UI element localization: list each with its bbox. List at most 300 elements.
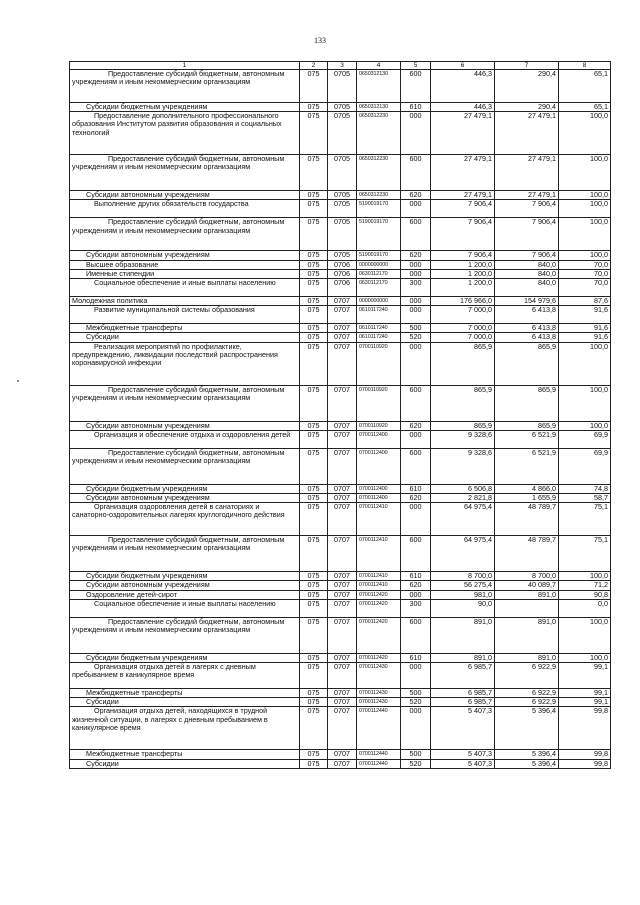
row-name-cell: Субсидии автономным учреждениям — [70, 581, 300, 590]
planned-amount-cell: 7 000,0 — [431, 333, 495, 342]
percent-cell: 65,1 — [559, 70, 611, 103]
budget-table — [69, 61, 611, 769]
percent-cell: 58,7 — [559, 494, 611, 503]
section-code-cell: 0707 — [328, 653, 357, 662]
grbs-code-cell: 075 — [300, 707, 328, 750]
planned-amount-cell: 2 821,8 — [431, 494, 495, 503]
section-code-cell: 0705 — [328, 218, 357, 251]
percent-cell: 100,0 — [559, 112, 611, 155]
percent-cell: 100,0 — [559, 155, 611, 191]
actual-amount-cell: 5 396,4 — [495, 707, 559, 750]
percent-cell: 74,8 — [559, 484, 611, 493]
grbs-code-cell: 075 — [300, 599, 328, 617]
table-row — [70, 385, 611, 421]
table-row — [70, 430, 611, 448]
column-header: 6 — [431, 62, 495, 70]
table-row — [70, 581, 611, 590]
expense-type-cell: 620 — [401, 251, 431, 260]
actual-amount-cell: 6 413,8 — [495, 333, 559, 342]
target-article-cell: 0700110920 — [357, 342, 401, 385]
expense-type-cell: 500 — [401, 750, 431, 759]
row-name-cell: Реализация мероприятий по профилактике, предупреждению, ликвидации последствий распространения коронавирусной инфекции — [70, 342, 300, 385]
planned-amount-cell: 27 479,1 — [431, 112, 495, 155]
table-row — [70, 617, 611, 653]
row-name-cell: Предоставление субсидий бюджетным, автономным учреждениям и иным некоммерческим организациям — [70, 218, 300, 251]
row-name-cell: Субсидии — [70, 333, 300, 342]
planned-amount-cell: 865,9 — [431, 342, 495, 385]
expense-type-cell: 600 — [401, 448, 431, 484]
table-row — [70, 103, 611, 112]
expense-type-cell: 520 — [401, 698, 431, 707]
section-code-cell: 0707 — [328, 324, 357, 333]
percent-cell: 70,0 — [559, 279, 611, 297]
actual-amount-cell: 840,0 — [495, 269, 559, 278]
row-name-cell: Предоставление субсидий бюджетным, автономным учреждениям и иным некоммерческим организациям — [70, 617, 300, 653]
row-name-cell: Субсидии — [70, 759, 300, 768]
percent-cell: 0,0 — [559, 599, 611, 617]
row-name-cell: Социальное обеспечение и иные выплаты населению — [70, 279, 300, 297]
grbs-code-cell: 075 — [300, 503, 328, 536]
section-code-cell: 0707 — [328, 698, 357, 707]
expense-type-cell: 610 — [401, 653, 431, 662]
percent-cell: 99,8 — [559, 759, 611, 768]
planned-amount-cell: 7 906,4 — [431, 200, 495, 218]
row-name-cell: Субсидии автономным учреждениям — [70, 494, 300, 503]
target-article-cell: 0700112430 — [357, 689, 401, 698]
target-article-cell: 0700112440 — [357, 707, 401, 750]
target-article-cell: 0000000000 — [357, 260, 401, 269]
actual-amount-cell: 290,4 — [495, 103, 559, 112]
actual-amount-cell: 840,0 — [495, 279, 559, 297]
actual-amount-cell: 865,9 — [495, 342, 559, 385]
planned-amount-cell: 7 000,0 — [431, 324, 495, 333]
percent-cell: 70,0 — [559, 269, 611, 278]
grbs-code-cell: 075 — [300, 200, 328, 218]
target-article-cell: 0700112420 — [357, 590, 401, 599]
planned-amount-cell: 446,3 — [431, 103, 495, 112]
percent-cell: 100,0 — [559, 421, 611, 430]
table-row — [70, 590, 611, 599]
table-row — [70, 494, 611, 503]
table-row — [70, 750, 611, 759]
percent-cell: 100,0 — [559, 617, 611, 653]
row-name-cell: Межбюджетные трансферты — [70, 689, 300, 698]
section-code-cell: 0707 — [328, 572, 357, 581]
actual-amount-cell: 5 396,4 — [495, 750, 559, 759]
expense-type-cell: 600 — [401, 617, 431, 653]
section-code-cell: 0707 — [328, 430, 357, 448]
target-article-cell: 0700112410 — [357, 581, 401, 590]
grbs-code-cell: 075 — [300, 269, 328, 278]
table-row — [70, 200, 611, 218]
grbs-code-cell: 075 — [300, 260, 328, 269]
table-row — [70, 759, 611, 768]
planned-amount-cell: 64 975,4 — [431, 503, 495, 536]
section-code-cell: 0705 — [328, 200, 357, 218]
section-code-cell: 0707 — [328, 689, 357, 698]
target-article-cell: 0700112420 — [357, 599, 401, 617]
actual-amount-cell: 6 922,9 — [495, 689, 559, 698]
expense-type-cell: 500 — [401, 689, 431, 698]
planned-amount-cell: 6 506,8 — [431, 484, 495, 493]
planned-amount-cell: 90,0 — [431, 599, 495, 617]
table-row — [70, 70, 611, 103]
grbs-code-cell: 075 — [300, 759, 328, 768]
planned-amount-cell: 891,0 — [431, 653, 495, 662]
percent-cell: 100,0 — [559, 218, 611, 251]
section-code-cell: 0707 — [328, 503, 357, 536]
grbs-code-cell: 075 — [300, 617, 328, 653]
target-article-cell: 0700112420 — [357, 653, 401, 662]
row-name-cell: Оздоровление детей-сирот — [70, 590, 300, 599]
target-article-cell: 5190019170 — [357, 200, 401, 218]
section-code-cell: 0705 — [328, 191, 357, 200]
table-row — [70, 218, 611, 251]
planned-amount-cell: 5 407,3 — [431, 759, 495, 768]
expense-type-cell: 000 — [401, 590, 431, 599]
actual-amount-cell: 6 521,9 — [495, 430, 559, 448]
actual-amount-cell: 8 700,0 — [495, 572, 559, 581]
actual-amount-cell: 7 906,4 — [495, 218, 559, 251]
section-code-cell: 0707 — [328, 599, 357, 617]
section-code-cell: 0706 — [328, 260, 357, 269]
section-code-cell: 0705 — [328, 112, 357, 155]
percent-cell: 100,0 — [559, 200, 611, 218]
percent-cell: 100,0 — [559, 572, 611, 581]
planned-amount-cell: 8 700,0 — [431, 572, 495, 581]
grbs-code-cell: 075 — [300, 421, 328, 430]
percent-cell: 91,6 — [559, 324, 611, 333]
percent-cell: 69,9 — [559, 430, 611, 448]
actual-amount-cell: 290,4 — [495, 70, 559, 103]
planned-amount-cell: 891,0 — [431, 617, 495, 653]
column-header: 4 — [357, 62, 401, 70]
grbs-code-cell: 075 — [300, 430, 328, 448]
row-name-cell: Субсидии автономным учреждениям — [70, 191, 300, 200]
column-header: 8 — [559, 62, 611, 70]
planned-amount-cell: 1 200,0 — [431, 279, 495, 297]
table-row — [70, 155, 611, 191]
expense-type-cell: 620 — [401, 494, 431, 503]
expense-type-cell: 620 — [401, 581, 431, 590]
column-header: 7 — [495, 62, 559, 70]
section-code-cell: 0706 — [328, 279, 357, 297]
table-row — [70, 707, 611, 750]
expense-type-cell: 600 — [401, 70, 431, 103]
expense-type-cell: 000 — [401, 430, 431, 448]
planned-amount-cell: 981,0 — [431, 590, 495, 599]
expense-type-cell: 000 — [401, 306, 431, 324]
grbs-code-cell: 075 — [300, 536, 328, 572]
expense-type-cell: 000 — [401, 269, 431, 278]
planned-amount-cell: 64 975,4 — [431, 536, 495, 572]
table-row — [70, 297, 611, 306]
actual-amount-cell: 5 396,4 — [495, 759, 559, 768]
table-row — [70, 663, 611, 689]
section-code-cell: 0707 — [328, 385, 357, 421]
row-name-cell: Предоставление субсидий бюджетным, автономным учреждениям и иным некоммерческим организациям — [70, 155, 300, 191]
percent-cell: 99,8 — [559, 750, 611, 759]
section-code-cell: 0707 — [328, 448, 357, 484]
target-article-cell: 0700112420 — [357, 617, 401, 653]
grbs-code-cell: 075 — [300, 698, 328, 707]
section-code-cell: 0707 — [328, 707, 357, 750]
target-article-cell: 0700112440 — [357, 750, 401, 759]
actual-amount-cell: 6 922,9 — [495, 698, 559, 707]
actual-amount-cell: 4 866,0 — [495, 484, 559, 493]
planned-amount-cell: 5 407,3 — [431, 750, 495, 759]
target-article-cell: 0650312130 — [357, 103, 401, 112]
actual-amount-cell: 865,9 — [495, 421, 559, 430]
actual-amount-cell — [495, 599, 559, 617]
grbs-code-cell: 075 — [300, 653, 328, 662]
grbs-code-cell: 075 — [300, 494, 328, 503]
table-row — [70, 448, 611, 484]
column-header: 1 — [70, 62, 300, 70]
actual-amount-cell: 27 479,1 — [495, 191, 559, 200]
expense-type-cell: 600 — [401, 385, 431, 421]
actual-amount-cell: 27 479,1 — [495, 155, 559, 191]
planned-amount-cell: 7 906,4 — [431, 218, 495, 251]
grbs-code-cell: 075 — [300, 689, 328, 698]
row-name-cell: Предоставление субсидий бюджетным, автономным учреждениям и иным некоммерческим организациям — [70, 536, 300, 572]
table-row — [70, 306, 611, 324]
actual-amount-cell: 27 479,1 — [495, 112, 559, 155]
row-name-cell: Предоставление субсидий бюджетным, автономным учреждениям и иным некоммерческим организациям — [70, 448, 300, 484]
target-article-cell: 0700112400 — [357, 484, 401, 493]
grbs-code-cell: 075 — [300, 155, 328, 191]
percent-cell: 99,1 — [559, 689, 611, 698]
grbs-code-cell: 075 — [300, 112, 328, 155]
target-article-cell: 0700112440 — [357, 759, 401, 768]
actual-amount-cell: 7 906,4 — [495, 251, 559, 260]
row-name-cell: Субсидии бюджетным учреждениям — [70, 653, 300, 662]
section-code-cell: 0707 — [328, 536, 357, 572]
section-code-cell: 0707 — [328, 581, 357, 590]
budget-sheet — [69, 61, 610, 769]
column-header: 2 — [300, 62, 328, 70]
planned-amount-cell: 6 985,7 — [431, 663, 495, 689]
grbs-code-cell: 075 — [300, 218, 328, 251]
planned-amount-cell: 9 328,6 — [431, 448, 495, 484]
row-name-cell: Организация отдыха детей, находящихся в трудной жизненной ситуации, в лагерях с дневным пребыванием в каникулярное время — [70, 707, 300, 750]
section-code-cell: 0705 — [328, 251, 357, 260]
expense-type-cell: 610 — [401, 484, 431, 493]
margin-mark — [17, 380, 19, 382]
target-article-cell: 0000000000 — [357, 297, 401, 306]
row-name-cell: Высшее образование — [70, 260, 300, 269]
grbs-code-cell: 075 — [300, 306, 328, 324]
expense-type-cell: 000 — [401, 503, 431, 536]
section-code-cell: 0707 — [328, 421, 357, 430]
planned-amount-cell: 1 200,0 — [431, 269, 495, 278]
percent-cell: 99,1 — [559, 698, 611, 707]
section-code-cell: 0705 — [328, 155, 357, 191]
table-row — [70, 324, 611, 333]
percent-cell: 70,0 — [559, 260, 611, 269]
target-article-cell: 0630112170 — [357, 279, 401, 297]
table-row — [70, 333, 611, 342]
table-row — [70, 536, 611, 572]
actual-amount-cell: 6 521,9 — [495, 448, 559, 484]
actual-amount-cell: 840,0 — [495, 260, 559, 269]
table-row — [70, 191, 611, 200]
planned-amount-cell: 7 906,4 — [431, 251, 495, 260]
target-article-cell: 5190019170 — [357, 251, 401, 260]
grbs-code-cell: 075 — [300, 448, 328, 484]
table-row — [70, 599, 611, 617]
expense-type-cell: 520 — [401, 759, 431, 768]
table-row — [70, 689, 611, 698]
row-name-cell: Предоставление субсидий бюджетным, автономным учреждениям и иным некоммерческим организациям — [70, 70, 300, 103]
actual-amount-cell: 48 789,7 — [495, 536, 559, 572]
grbs-code-cell: 075 — [300, 191, 328, 200]
page-number: 133 — [314, 36, 326, 45]
planned-amount-cell: 9 328,6 — [431, 430, 495, 448]
planned-amount-cell: 446,3 — [431, 70, 495, 103]
expense-type-cell: 610 — [401, 103, 431, 112]
target-article-cell: 0700112430 — [357, 698, 401, 707]
column-header: 5 — [401, 62, 431, 70]
section-code-cell: 0707 — [328, 484, 357, 493]
row-name-cell: Организация отдыха детей в лагерях с дневным пребыванием в каникулярное время — [70, 663, 300, 689]
actual-amount-cell: 40 089,7 — [495, 581, 559, 590]
row-name-cell: Организация и обеспечение отдыха и оздоровления детей — [70, 430, 300, 448]
section-code-cell: 0707 — [328, 617, 357, 653]
row-name-cell: Субсидии автономным учреждениям — [70, 421, 300, 430]
grbs-code-cell: 075 — [300, 385, 328, 421]
target-article-cell: 0700112400 — [357, 448, 401, 484]
table-row — [70, 653, 611, 662]
expense-type-cell: 000 — [401, 342, 431, 385]
expense-type-cell: 000 — [401, 663, 431, 689]
expense-type-cell: 620 — [401, 421, 431, 430]
section-code-cell: 0706 — [328, 269, 357, 278]
grbs-code-cell: 075 — [300, 70, 328, 103]
row-name-cell: Предоставление субсидий бюджетным, автономным учреждениям и иным некоммерческим организациям — [70, 385, 300, 421]
target-article-cell: 0610117240 — [357, 306, 401, 324]
table-row — [70, 342, 611, 385]
grbs-code-cell: 075 — [300, 484, 328, 493]
row-name-cell: Предоставление дополнительного профессионального образования Институтом развития образования и социальных технологий — [70, 112, 300, 155]
row-name-cell: Выполнение других обязательств государства — [70, 200, 300, 218]
actual-amount-cell: 865,9 — [495, 385, 559, 421]
section-code-cell: 0707 — [328, 297, 357, 306]
grbs-code-cell: 075 — [300, 103, 328, 112]
percent-cell: 90,8 — [559, 590, 611, 599]
target-article-cell: 0700112400 — [357, 494, 401, 503]
target-article-cell: 0610117240 — [357, 324, 401, 333]
actual-amount-cell: 891,0 — [495, 590, 559, 599]
planned-amount-cell: 6 985,7 — [431, 689, 495, 698]
planned-amount-cell: 6 985,7 — [431, 698, 495, 707]
percent-cell: 100,0 — [559, 385, 611, 421]
grbs-code-cell: 075 — [300, 251, 328, 260]
section-code-cell: 0707 — [328, 759, 357, 768]
expense-type-cell: 000 — [401, 297, 431, 306]
table-row — [70, 251, 611, 260]
grbs-code-cell: 075 — [300, 590, 328, 599]
actual-amount-cell: 891,0 — [495, 617, 559, 653]
target-article-cell: 0610117240 — [357, 333, 401, 342]
row-name-cell: Субсидии бюджетным учреждениям — [70, 103, 300, 112]
percent-cell: 75,1 — [559, 503, 611, 536]
expense-type-cell: 300 — [401, 279, 431, 297]
percent-cell: 99,1 — [559, 663, 611, 689]
actual-amount-cell: 1 655,9 — [495, 494, 559, 503]
row-name-cell: Субсидии бюджетным учреждениям — [70, 572, 300, 581]
target-article-cell: 0650312230 — [357, 112, 401, 155]
table-row — [70, 572, 611, 581]
section-code-cell: 0707 — [328, 306, 357, 324]
row-name-cell: Субсидии автономным учреждениям — [70, 251, 300, 260]
planned-amount-cell: 27 479,1 — [431, 191, 495, 200]
planned-amount-cell: 176 966,0 — [431, 297, 495, 306]
row-name-cell: Развитие муниципальной системы образования — [70, 306, 300, 324]
expense-type-cell: 610 — [401, 572, 431, 581]
section-code-cell: 0707 — [328, 663, 357, 689]
grbs-code-cell: 075 — [300, 581, 328, 590]
table-row — [70, 260, 611, 269]
grbs-code-cell: 075 — [300, 663, 328, 689]
planned-amount-cell: 7 000,0 — [431, 306, 495, 324]
row-name-cell: Межбюджетные трансферты — [70, 324, 300, 333]
actual-amount-cell: 7 906,4 — [495, 200, 559, 218]
table-row — [70, 421, 611, 430]
planned-amount-cell: 56 275,4 — [431, 581, 495, 590]
percent-cell: 71,2 — [559, 581, 611, 590]
percent-cell: 100,0 — [559, 251, 611, 260]
percent-cell: 69,9 — [559, 448, 611, 484]
percent-cell: 87,6 — [559, 297, 611, 306]
target-article-cell: 0630112170 — [357, 269, 401, 278]
expense-type-cell: 520 — [401, 333, 431, 342]
percent-cell: 91,6 — [559, 333, 611, 342]
target-article-cell: 0700112410 — [357, 503, 401, 536]
planned-amount-cell: 5 407,3 — [431, 707, 495, 750]
grbs-code-cell: 075 — [300, 333, 328, 342]
table-row — [70, 112, 611, 155]
row-name-cell: Субсидии бюджетным учреждениям — [70, 484, 300, 493]
percent-cell: 65,1 — [559, 103, 611, 112]
planned-amount-cell: 27 479,1 — [431, 155, 495, 191]
actual-amount-cell: 48 789,7 — [495, 503, 559, 536]
target-article-cell: 0650312230 — [357, 191, 401, 200]
row-name-cell: Социальное обеспечение и иные выплаты населению — [70, 599, 300, 617]
grbs-code-cell: 075 — [300, 297, 328, 306]
expense-type-cell: 600 — [401, 218, 431, 251]
percent-cell: 100,0 — [559, 653, 611, 662]
target-article-cell: 0700110920 — [357, 421, 401, 430]
target-article-cell: 5190019170 — [357, 218, 401, 251]
row-name-cell: Межбюджетные трансферты — [70, 750, 300, 759]
target-article-cell: 0700112400 — [357, 430, 401, 448]
grbs-code-cell: 075 — [300, 750, 328, 759]
section-code-cell: 0707 — [328, 590, 357, 599]
target-article-cell: 0700112430 — [357, 663, 401, 689]
grbs-code-cell: 075 — [300, 572, 328, 581]
actual-amount-cell: 6 922,9 — [495, 663, 559, 689]
expense-type-cell: 300 — [401, 599, 431, 617]
percent-cell: 75,1 — [559, 536, 611, 572]
expense-type-cell: 600 — [401, 536, 431, 572]
section-code-cell: 0707 — [328, 750, 357, 759]
section-code-cell: 0705 — [328, 70, 357, 103]
actual-amount-cell: 891,0 — [495, 653, 559, 662]
grbs-code-cell: 075 — [300, 342, 328, 385]
grbs-code-cell: 075 — [300, 279, 328, 297]
expense-type-cell: 000 — [401, 112, 431, 155]
